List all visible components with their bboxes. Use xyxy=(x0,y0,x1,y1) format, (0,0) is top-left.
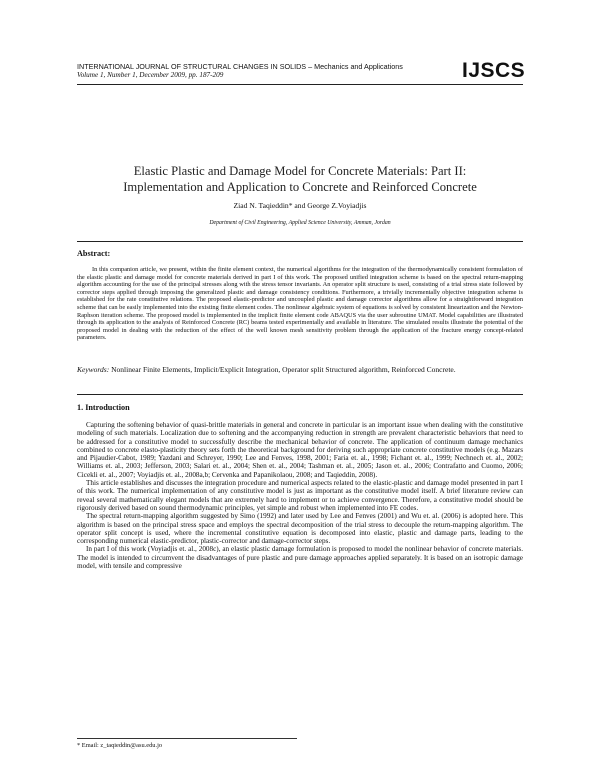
keywords xyxy=(77,365,523,374)
volume-info: Volume 1, Number 1, December 2009, pp. 187-209 xyxy=(77,71,224,79)
paragraph: The spectral return-mapping algorithm suggested by Simo (1992) and later used by Lee and Fenves (2001) and Wu et. al. (2006) is adopted here. This algorithm is based on the principal stress space and employs the spectral decomposition of the trial stress to decouple the return-mapping algorithm. The operator split concept is used, where the incremental constitutive equation is decomposed into elastic, plastic and damage parts, leading to the corresponding numerical elastic-predictor, plastic-corrector and damage-corrector steps. xyxy=(77,512,523,546)
footnote-rule xyxy=(77,738,297,739)
journal-header xyxy=(77,62,457,80)
journal-name: INTERNATIONAL JOURNAL OF STRUCTURAL CHANGES IN SOLIDS – Mechanics and Applications xyxy=(77,62,403,71)
journal-logo: IJSCS xyxy=(462,59,526,82)
paragraph: This article establishes and discusses the integration procedure and numerical aspects related to the elastic-plastic and damage model presented in part I of this work. The numerical implementation of any constitutive model is just as important as the constitutive model itself. A brief literature review can reveal several mathematically elegant models that are extremely hard to implement or to achieve convergence. Therefore, a constitutive model should be rigorously derived based on sound thermodynamic principles, yet simple and robust when implemented into FE codes. xyxy=(77,479,523,512)
paragraph: In part I of this work (Voyiadjis et. al., 2008c), an elastic plastic damage formulation is proposed to model the nonlinear behavior of concrete materials. The model is intended to circumvent the disadvantages of pure plastic and pure damage approaches applied separately. It is based on an isotropic damage model, with tensile and compressive xyxy=(77,545,523,571)
abstract-text: In this companion article, we present, within the finite element context, the numerical algorithms for the integration of the thermodynamically consistent formulation of the elastic plastic and damage model for concrete materials derived in part I of this work. The proposed unified integration scheme is based on the spectral return-mapping algorithm accounting for the use of the principal stresses along with the stress tensor invariants. An operator split structure is used, consisting of a trial stress state followed by corrector steps applied through imposing the generalized plastic and damage consistency conditions. Furthermore, a trivially incrementally objective integration scheme is established for the rate constitutive relations. The proposed elastic-predictor and uncoupled plastic and damage corrector algorithms allow for a straightforward integration scheme that can be easily implemented into the existing finite element codes. The nonlinear algebraic system of equations is solved by consistent linearization and the Newton-Raphson iteration scheme. The proposed model is implemented in the implicit finite element code ABAQUS via the user subroutine UMAT. Model capabilities are illustrated through its application to the analysis of Reinforced Concrete (RC) beams tested experimentally and available in literature. The simulated results illustrate the potential of the proposed model in dealing with the reduction of the effect of the well known mesh sensitivity problem through the application of the fracture energy concept-related parameters. xyxy=(77,266,523,342)
keywords-label: Keywords: xyxy=(77,365,110,374)
affiliation: Department of Civil Engineering, Applied Science University, Amman, Jordan xyxy=(209,220,391,226)
header-rule xyxy=(77,84,523,85)
paper-title xyxy=(77,163,523,195)
keywords-text: Nonlinear Finite Elements, Implicit/Explicit Integration, Operator split Structured algorithm, Reinforced Concrete. xyxy=(111,365,456,374)
authors: Ziad N. Taqieddin* and George Z.Voyiadjis xyxy=(233,201,367,210)
title-line-2: Implementation and Application to Concrete and Reinforced Concrete xyxy=(123,180,477,194)
abstract-heading: Abstract: xyxy=(77,249,111,258)
abstract-top-rule xyxy=(77,241,523,242)
section-heading-introduction: 1. Introduction xyxy=(77,403,130,412)
title-line-1: Elastic Plastic and Damage Model for Concrete Materials: Part II: xyxy=(133,164,467,178)
introduction-body xyxy=(77,421,523,570)
abstract-bottom-rule xyxy=(77,394,523,395)
paragraph: Capturing the softening behavior of quasi-brittle materials in general and concrete in particular is an important issue when dealing with the constitutive modeling of such materials. Localization due to softening and the accompanying reduction in strength are prevalent characteristic behaviors that need to be addressed for a constitutive model to successfully describe the mechanical behavior of concrete. The application of continuum damage mechanics combined to concrete elasto-plasticity theory sets forth the theoretical background for deriving such appropriate concrete constitutive models (e.g. Mazars and Pijaudier-Cabot, 1989; Yazdani and Schreyer, 1990; Lee and Fenves, 1998, 2001; Faria et. al., 1998; Fichant et. al., 1999; Nechnech et. al., 2002; Williams et. al., 2003; Jefferson, 2003; Salari et. al., 2004; Shen et. al., 2004; Tashman et. al., 2005; Jason et. al., 2006; Contrafatto and Cuomo, 2006; Cicekli et. al., 2007; Voyiadjis et. al., 2008a,b; Cervenka and Papanikolaou, 2008; and Taqieddin, 2008). xyxy=(77,421,523,479)
footnote-email: * Email: z_taqieddin@asu.edu.jo xyxy=(77,742,163,749)
